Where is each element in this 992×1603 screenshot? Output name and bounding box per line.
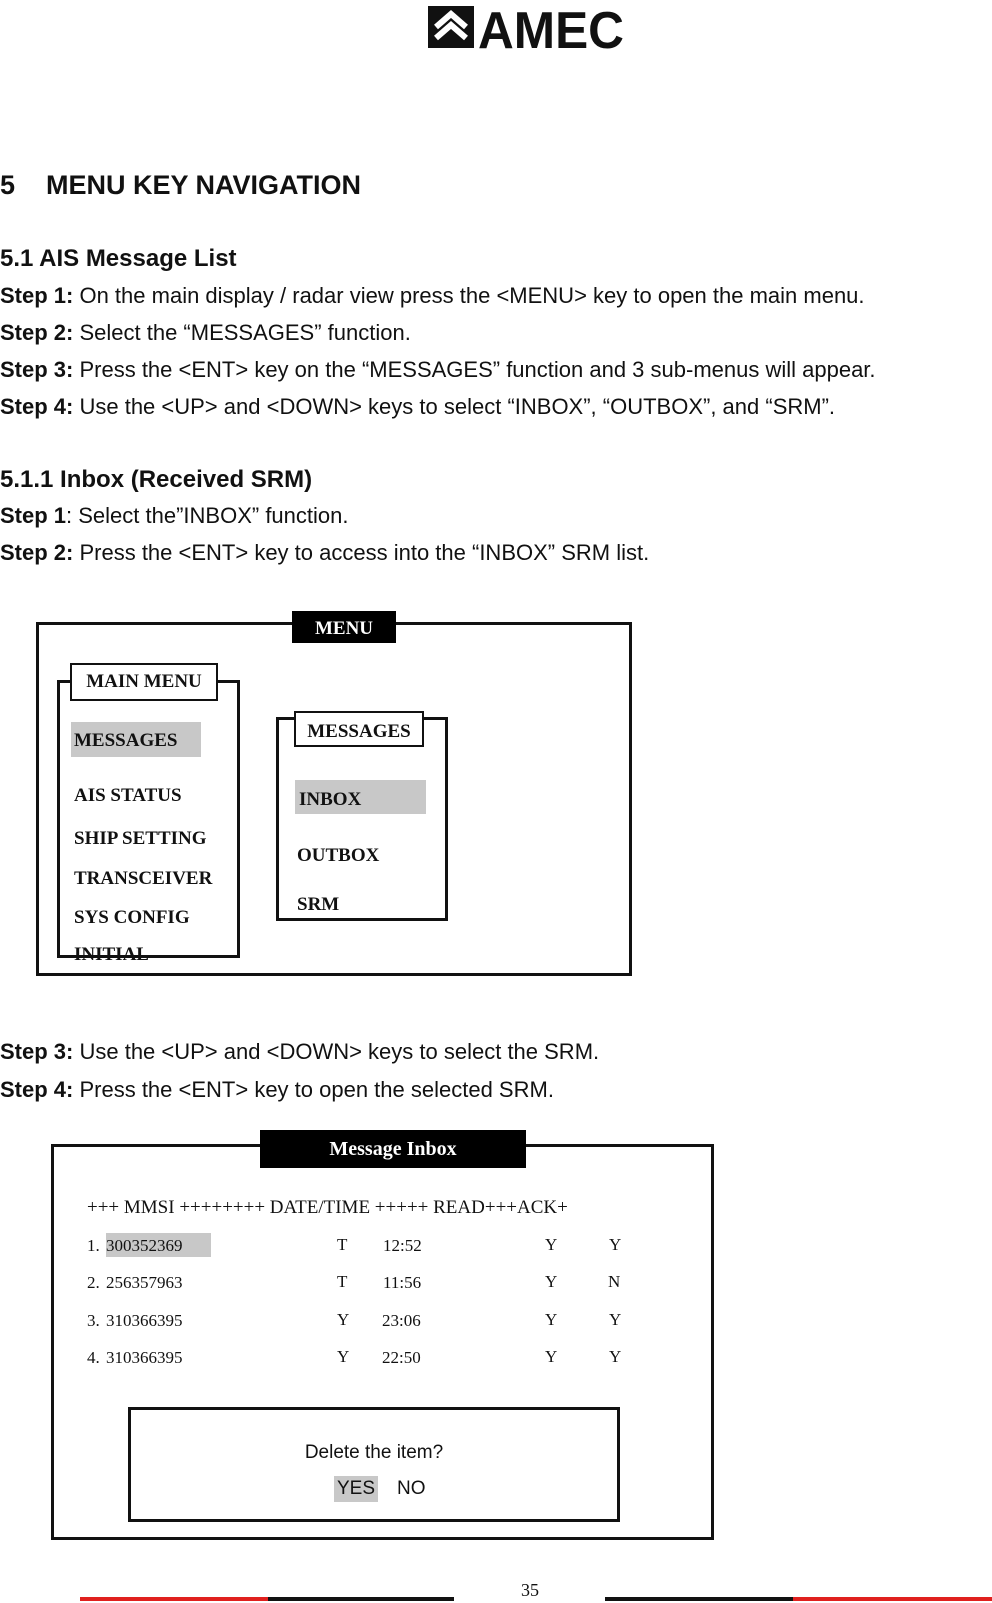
table-row-read: Y <box>545 1347 558 1366</box>
table-row-mmsi[interactable]: 310366395 <box>106 1348 183 1367</box>
table-row-time: 23:06 <box>382 1311 421 1330</box>
step-line: Step 3: Use the <UP> and <DOWN> keys to select the SRM. <box>0 1039 600 1064</box>
menu-item-transceiver[interactable]: TRANSCEIVER <box>74 868 213 889</box>
footer-rule-red-right <box>793 1597 992 1601</box>
dialog-question: Delete the item? <box>304 1442 444 1463</box>
subsection-title: 5.1 AIS Message List <box>0 245 237 272</box>
table-row-ack: N <box>608 1272 621 1291</box>
delete-dialog <box>128 1407 620 1522</box>
inbox-tab: Message Inbox <box>260 1130 526 1168</box>
section-number: 5 <box>0 170 16 200</box>
messages-menu-title: MESSAGES <box>294 711 424 747</box>
amec-logo <box>428 0 624 54</box>
table-row-time: 11:56 <box>383 1273 422 1292</box>
submenu-item-srm[interactable]: SRM <box>297 894 340 915</box>
section-heading <box>0 170 361 201</box>
section-title: MENU KEY NAVIGATION <box>46 170 362 200</box>
menu-item-initial[interactable]: INITIAL <box>74 944 149 965</box>
table-row-mmsi[interactable]: 310366395 <box>106 1311 183 1330</box>
table-row-index: 1. <box>87 1236 100 1255</box>
menu-tab: MENU <box>292 611 396 643</box>
logo-text: AMEC <box>478 2 624 54</box>
step-line: Step 2: Select the “MESSAGES” function. <box>0 320 411 345</box>
submenu-item-inbox[interactable]: INBOX <box>295 780 426 814</box>
table-row-day: T <box>337 1235 348 1254</box>
inbox-header: +++ MMSI ++++++++ DATE/TIME +++++ READ+++ACK+ <box>87 1197 568 1218</box>
menu-item-ship-setting[interactable]: SHIP SETTING <box>74 828 207 849</box>
table-row-index: 4. <box>87 1348 100 1367</box>
table-row-ack: Y <box>609 1310 622 1329</box>
menu-item-messages[interactable]: MESSAGES <box>71 722 201 757</box>
table-row-index: 2. <box>87 1273 100 1292</box>
table-row-time: 22:50 <box>382 1348 421 1367</box>
step-line: Step 3: Press the <ENT> key on the “MESSAGES” function and 3 sub-menus will appear. <box>0 357 876 382</box>
step-line: Step 1: Select the”INBOX” function. <box>0 503 349 528</box>
table-row-mmsi[interactable]: 300352369 <box>106 1233 211 1257</box>
step-line: Step 4: Use the <UP> and <DOWN> keys to select “INBOX”, “OUTBOX”, and “SRM”. <box>0 394 836 419</box>
footer-rule-black-left <box>268 1597 454 1601</box>
subsubsection-title: 5.1.1 Inbox (Received SRM) <box>0 466 313 493</box>
table-row-time: 12:52 <box>383 1236 422 1255</box>
table-row-read: Y <box>545 1235 558 1254</box>
step-line: Step 2: Press the <ENT> key to access into the “INBOX” SRM list. <box>0 540 650 565</box>
dialog-no-button[interactable]: NO <box>397 1478 426 1499</box>
table-row-day: Y <box>337 1347 350 1366</box>
menu-item-ais-status[interactable]: AIS STATUS <box>74 785 182 806</box>
footer-rule-red-left <box>80 1597 268 1601</box>
table-row-day: Y <box>337 1310 350 1329</box>
table-row-mmsi[interactable]: 256357963 <box>106 1273 183 1292</box>
table-row-read: Y <box>545 1272 558 1291</box>
submenu-item-outbox[interactable]: OUTBOX <box>297 845 380 866</box>
step-line: Step 4: Press the <ENT> key to open the selected SRM. <box>0 1077 554 1102</box>
table-row-ack: Y <box>609 1347 622 1366</box>
page-number: 35 <box>521 1580 539 1600</box>
table-row-index: 3. <box>87 1311 100 1330</box>
footer-rule-black-right <box>605 1597 793 1601</box>
main-menu-title: MAIN MENU <box>70 663 218 701</box>
table-row-read: Y <box>545 1310 558 1329</box>
menu-item-sys-config[interactable]: SYS CONFIG <box>74 907 190 928</box>
table-row-ack: Y <box>609 1235 622 1254</box>
dialog-yes-button[interactable]: YES <box>334 1476 378 1502</box>
table-row-day: T <box>337 1272 348 1291</box>
step-line: Step 1: On the main display / radar view press the <MENU> key to open the main menu. <box>0 283 865 308</box>
